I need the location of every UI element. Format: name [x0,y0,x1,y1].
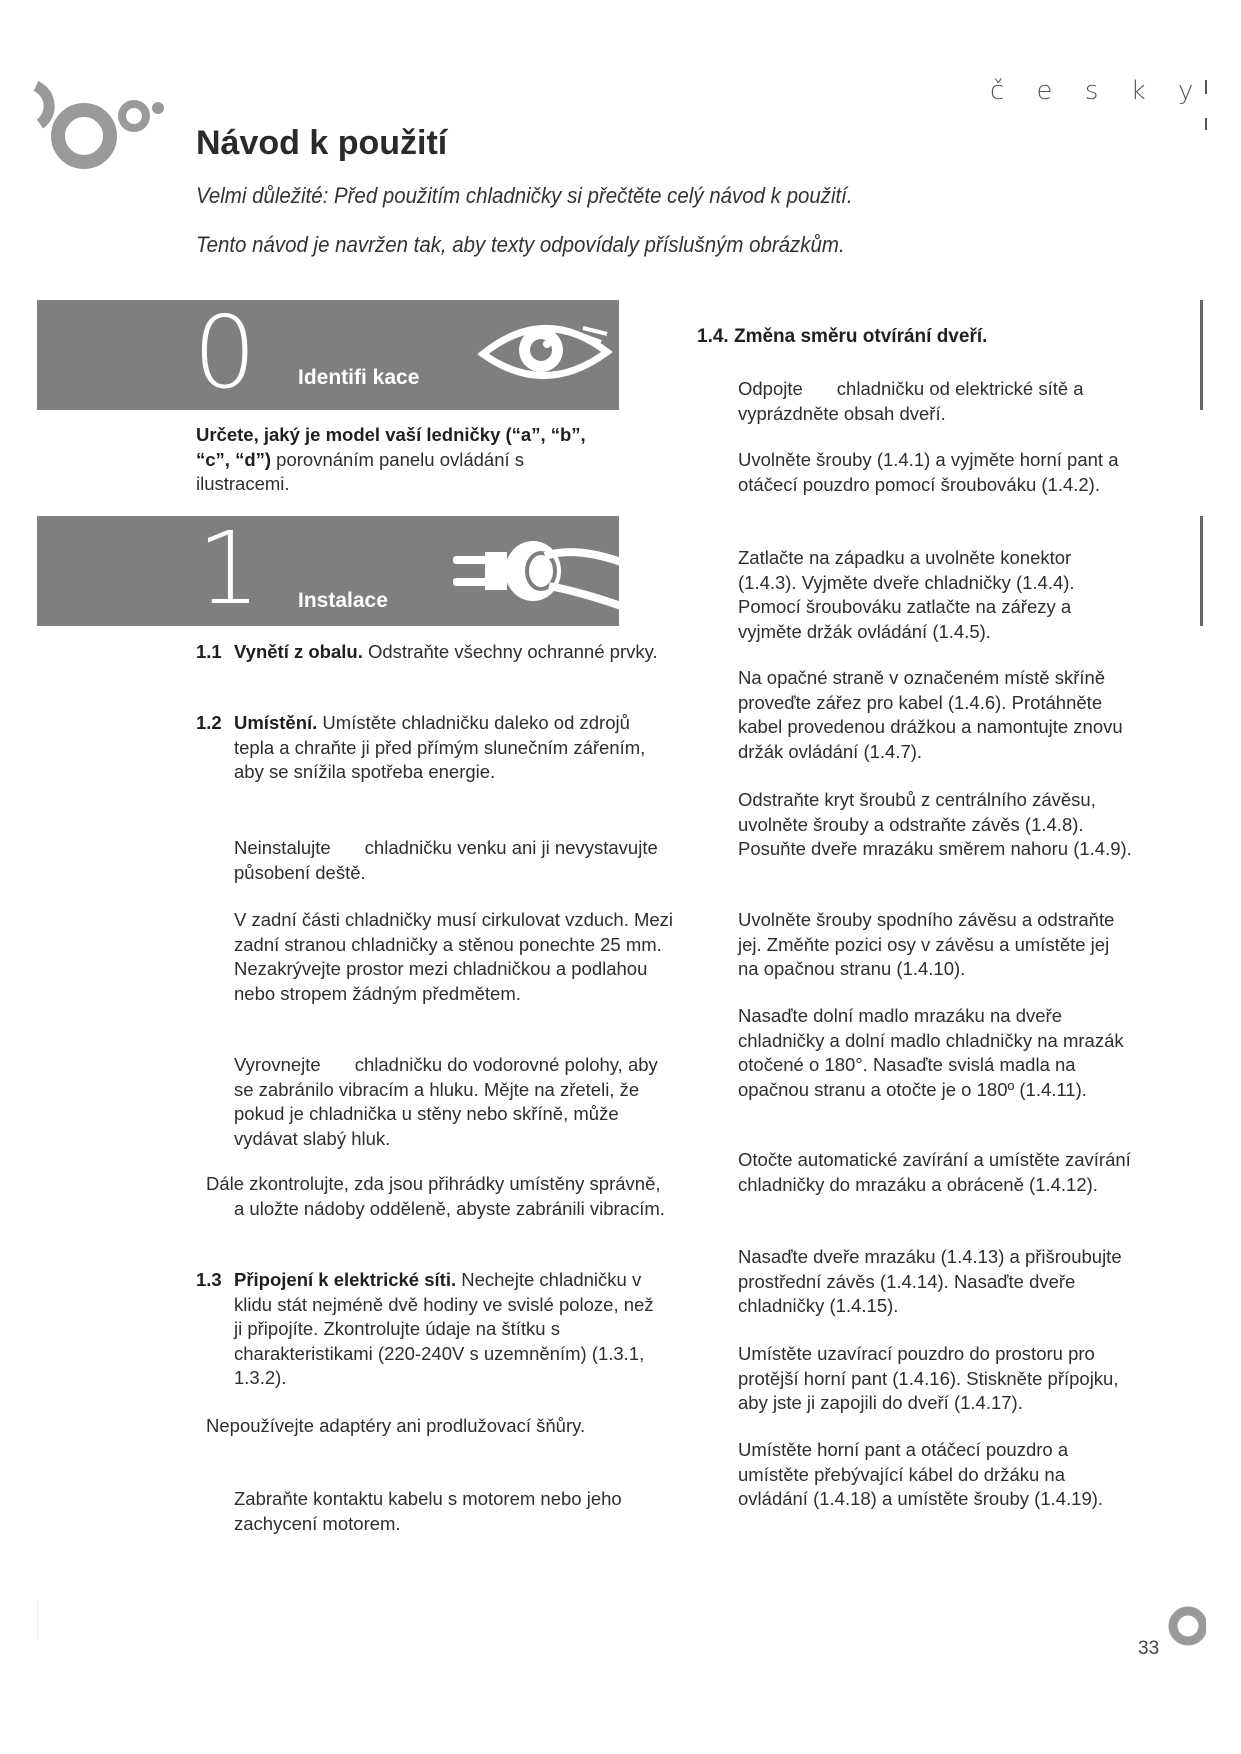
edge-bar [1200,516,1203,626]
rc-paragraph-2: Uvolněte šrouby (1.4.1) a vyjměte horní pant a otáčecí pouzdro pomocí šroubováku (1.4.2). [738,449,1119,495]
item-1-1 [196,640,666,665]
item-1-2-p3: V zadní části chladničky musí cirkulovat vzduch. Mezi zadní stranou chladničky a stěnou ponechte 25 mm. Nezakrývejte prostor mezi chladničkou a podlahou nebo stropem žádným předmětem. [234,909,674,1004]
paragraph: Dále zkontrolujte, zda jsou přihrádky umístěny správně, a uložte nádoby odděleně, abyste zabránili vibracím. [206,1173,665,1219]
intro-line-1: Velmi důležité: Před použitím chladničky si přečtěte celý návod k použití. [196,183,853,208]
item-1-2-p2 [234,836,674,885]
section-0-text-rest: porovnáním panelu ovládání s ilustracemi. [196,448,525,494]
item-text: Umístěte chladničku daleko od zdrojů tepla a chraňte ji před přímým slunečním zářením, aby se snížila spotřeba energie. [234,712,646,782]
section-0-header [37,300,619,410]
item-1-2-p4 [234,1053,674,1151]
text-part: Neinstalujte [234,837,331,858]
text-part: chladničku venku ani ji nevystavujte působení deště. [234,837,658,883]
item-text: Odstraňte všechny ochranné prvky. [362,641,658,662]
page-number: 33 [1138,1638,1160,1659]
rc-paragraph-8: Otočte automatické zavírání a umístěte zavírání chladničky do mrazáku a obráceně (1.4.12). [738,1149,1131,1195]
page-title: Návod k použití [196,124,448,162]
item-title: Připojení k elektrické síti. [234,1269,457,1290]
rc-paragraph-3: Zatlačte na západku a uvolněte konektor (1.4.3). Vyjměte dveře chladničky (1.4.4). Pomocí šroubováku zatlačte na zářezy a vyjměte držák ovládání (1.4.5). [738,547,1075,642]
item-1-3 [196,1268,666,1391]
item-number: 1.3 [196,1269,222,1290]
rc-paragraph-6: Uvolněte šrouby spodního závěsu a odstraňte jej. Změňte pozici osy v závěsu a umístěte jej na opačnou stranu (1.4.10). [738,909,1115,979]
rc-paragraph-5: Odstraňte kryt šroubů z centrálního závěsu, uvolněte šrouby a odstraňte závěs (1.4.8). Posuňte dveře mrazáku směrem nahoru (1.4.9). [738,789,1132,859]
intro-line-2: Tento návod je navržen tak, aby texty odpovídaly příslušným obrázkům. [196,232,845,257]
text-part: chladničku od elektrické sítě a vyprázdněte obsah dveří. [738,378,1084,424]
edge-marker [1205,80,1207,94]
plug-icon [445,526,619,621]
item-title: Vynětí z obalu. [234,641,363,662]
page-corner-circle-icon [1166,1602,1206,1655]
rc-paragraph-1 [738,377,1133,426]
text-part: Odpojte [738,378,803,399]
section-0-number: 0 [193,300,257,410]
brand-logo-icon [30,78,170,183]
section-1-header [37,516,619,626]
section-0-text-bold: Určete, jaký je model vaší ledničky (“a”, “b”, “c”, “d”) [196,424,586,470]
item-title: Umístění. [234,712,318,733]
language-label: č e s k y [990,76,1206,106]
section-0-label: Identifi kace [298,366,420,389]
section-0-text [196,423,616,497]
section-1-4-title: 1.4. Změna směru otvírání dveří. [697,326,988,347]
item-1-2 [196,711,666,785]
item-text: Nechejte chladničku v klidu stát nejméně dvě hodiny ve svislé poloze, než ji připojíte. Zkontrolujte údaje na štítku s charakteristikami (220-240V s uzemněním) (1.3.1, 1.3.2). [234,1269,654,1388]
text-part: chladničku do vodorovné polohy, aby se zabránilo vibracím a hluku. Mějte na zřeteli, že pokud je chladnička u stěny nebo skříně, může vydávat slabý hluk. [234,1054,658,1149]
rc-paragraph-7: Nasaďte dolní madlo mrazáku na dveře chladničky a dolní madlo chladničky na mrazák otočené o 180°. Nasaďte svislá madla na opačnou stranu a otočte je o 180º (1.4.11). [738,1005,1124,1100]
section-1-number: 1 [197,516,261,626]
item-number: 1.1 [196,641,222,662]
rc-paragraph-10: Umístěte uzavírací pouzdro do prostoru pro protější horní pant (1.4.16). Stiskněte přípojku, aby jste ji zapojili do dveří (1.4.17). [738,1343,1119,1413]
eye-icon [475,312,615,393]
item-1-3-p2 [206,1414,666,1439]
section-1-label: Instalace [298,589,388,612]
edge-marker [1205,118,1207,130]
rc-paragraph-9: Nasaďte dveře mrazáku (1.4.13) a přišroubujte prostřední závěs (1.4.14). Nasaďte dveře chladničky (1.4.15). [738,1246,1122,1316]
item-1-2-p5 [206,1172,666,1221]
item-number: 1.2 [196,712,222,733]
paragraph: Nepoužívejte adaptéry ani prodlužovací šňůry. [206,1415,586,1436]
rc-paragraph-4: Na opačné straně v označeném místě skříně proveďte zářez pro kabel (1.4.6). Protáhněte kabel provedenou drážkou a namontujte znovu držák ovládání (1.4.7). [738,667,1123,762]
rc-paragraph-11: Umístěte horní pant a otáčecí pouzdro a umístěte přebývající kábel do držáku na ovládání (1.4.18) a umístěte šrouby (1.4.19). [738,1439,1104,1509]
item-1-3-p3: Zabraňte kontaktu kabelu s motorem nebo jeho zachycení motorem. [234,1488,622,1534]
text-part: Vyrovnejte [234,1054,321,1075]
scan-artifact [37,1600,38,1640]
edge-bar [1200,300,1203,410]
